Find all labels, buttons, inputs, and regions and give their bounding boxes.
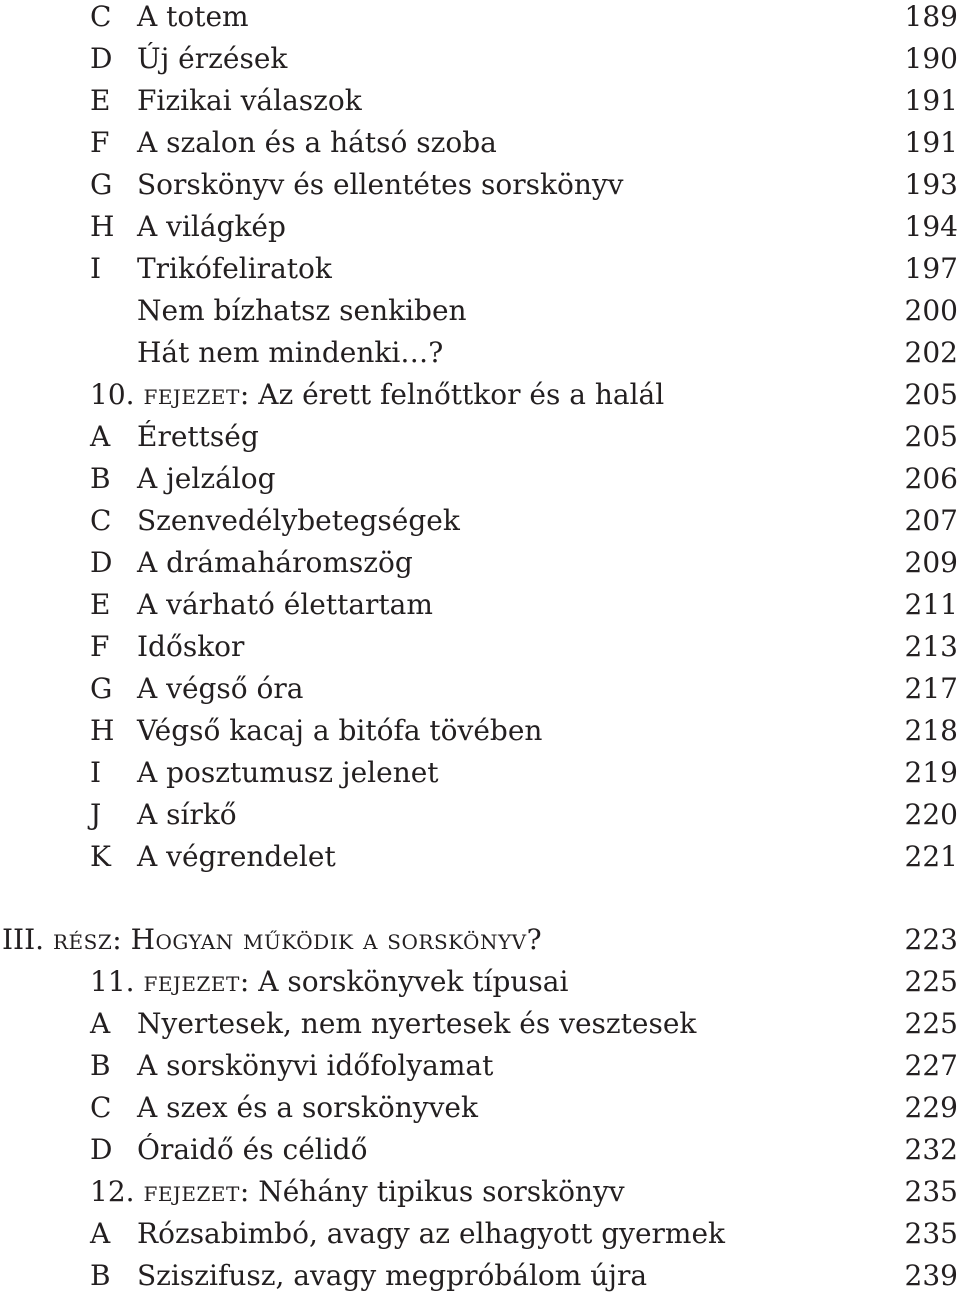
toc-entry-section [0, 1003, 960, 1045]
page-number: 232 [904, 1133, 958, 1166]
entry-letter: C [90, 504, 112, 537]
entry-letter: B [90, 462, 111, 495]
toc-entry-section [0, 836, 960, 878]
toc-entry-section [0, 416, 960, 458]
entry-letter: F [90, 630, 110, 663]
entry-title: A totem [137, 0, 249, 33]
entry-letter: J [90, 798, 102, 831]
page-number: 229 [904, 1091, 958, 1124]
entry-label: fejezet [143, 378, 240, 411]
page-number: 206 [904, 462, 958, 495]
entry-letter: A [90, 1007, 111, 1040]
entry-title: Óraidő és célidő [137, 1133, 368, 1166]
entry-title-group: 11. fejezet: A sorskönyvek típusai [90, 965, 569, 998]
entry-title: Néhány tipikus sorskönyv [258, 1175, 625, 1208]
toc-entry-section [0, 1213, 960, 1255]
page-number: 207 [904, 504, 958, 537]
entry-title: A várható élettartam [137, 588, 433, 621]
entry-title-group [137, 248, 332, 290]
toc-entry-section [0, 1255, 960, 1297]
toc-entry-section [0, 1045, 960, 1087]
page-number: 218 [904, 714, 958, 747]
entry-title-group [137, 1255, 647, 1297]
toc-entry-part [0, 919, 960, 961]
page-number: 191 [904, 84, 958, 117]
page-number: 202 [904, 336, 958, 369]
entry-letter: G [90, 168, 113, 201]
entry-title-group [137, 710, 542, 752]
entry-letter: I [90, 252, 102, 285]
entry-title-group [137, 0, 249, 38]
entry-letter: F [90, 126, 110, 159]
entry-title: Trikófeliratok [137, 252, 332, 285]
entry-number: 12. [90, 1175, 135, 1208]
toc-entry-chapter [0, 1171, 960, 1213]
entry-title: Fizikai válaszok [137, 84, 362, 117]
page-number: 191 [904, 126, 958, 159]
entry-title-group [137, 332, 443, 374]
toc-entry-section [0, 584, 960, 626]
entry-letter: H [90, 210, 115, 243]
entry-title: A szex és a sorskönyvek [137, 1091, 478, 1124]
entry-title-group [137, 206, 286, 248]
entry-title: Érettség [137, 420, 259, 453]
entry-title-group [137, 1213, 725, 1255]
toc-entry-section [0, 542, 960, 584]
toc-entry-section [0, 458, 960, 500]
page-number: 200 [904, 294, 958, 327]
entry-letter: A [90, 1217, 111, 1250]
entry-title: A végrendelet [137, 840, 336, 873]
toc-entry-section [0, 38, 960, 80]
page-number: 220 [904, 798, 958, 831]
page-number: 205 [904, 420, 958, 453]
page-number: 221 [904, 840, 958, 873]
entry-title: Időskor [137, 630, 245, 663]
page-number: 219 [904, 756, 958, 789]
entry-title: A végső óra [137, 672, 304, 705]
page-number: 227 [904, 1049, 958, 1082]
entry-title-group [137, 794, 237, 836]
entry-title: A jelzálog [137, 462, 276, 495]
toc-entry-section [0, 668, 960, 710]
toc-entry-section [0, 332, 960, 374]
entry-title-group [137, 1045, 493, 1087]
page-number: 193 [904, 168, 958, 201]
entry-title-group [137, 416, 259, 458]
entry-title: A szalon és a hátsó szoba [137, 126, 497, 159]
toc-entry-chapter [0, 961, 960, 1003]
toc-entry-section [0, 1129, 960, 1171]
entry-title: A sírkő [137, 798, 237, 831]
toc-entry-section [0, 0, 960, 38]
entry-title-group [137, 122, 497, 164]
entry-label: fejezet [143, 1175, 240, 1208]
entry-title-group: 10. fejezet: Az érett felnőttkor és a halál [90, 378, 665, 411]
page-number: 189 [904, 0, 958, 33]
entry-number: 11. [90, 965, 135, 998]
entry-title-group [137, 752, 439, 794]
entry-title: Új érzések [137, 42, 288, 75]
entry-title-group [137, 458, 276, 500]
entry-title-group [137, 668, 304, 710]
toc-entry-section [0, 80, 960, 122]
toc-entry-section [0, 752, 960, 794]
page-number: 209 [904, 546, 958, 579]
toc-entry-section [0, 794, 960, 836]
entry-title: A világkép [137, 210, 286, 243]
entry-title-group: III. rész: Hogyan működik a sorskönyv? [2, 923, 543, 956]
entry-letter: D [90, 1133, 113, 1166]
toc-entry-section [0, 500, 960, 542]
entry-title: A posztumusz jelenet [137, 756, 439, 789]
toc-entry-section [0, 1087, 960, 1129]
entry-label: fejezet [143, 965, 240, 998]
page-number: 235 [904, 1175, 958, 1208]
entry-title-group [137, 290, 467, 332]
toc-entry-section [0, 290, 960, 332]
toc-entry-chapter [0, 374, 960, 416]
entry-letter: H [90, 714, 115, 747]
toc-entry-section [0, 206, 960, 248]
entry-title: Nyertesek, nem nyertesek és vesztesek [137, 1007, 697, 1040]
toc-entry-section [0, 164, 960, 206]
entry-title: Sziszifusz, avagy megpróbálom újra [137, 1259, 648, 1292]
entry-letter: C [90, 0, 112, 33]
entry-title: Végső kacaj a bitófa tövében [137, 714, 543, 747]
page-number: 225 [904, 1007, 958, 1040]
entry-title-group: 12. fejezet: Néhány tipikus sorskönyv [90, 1175, 625, 1208]
entry-title: Rózsabimbó, avagy az elhagyott gyermek [137, 1217, 725, 1250]
entry-title-group [137, 626, 244, 668]
toc-entry-section [0, 626, 960, 668]
page-number: 194 [904, 210, 958, 243]
entry-letter: A [90, 420, 111, 453]
entry-title: Hát nem mindenki…? [137, 336, 444, 369]
toc-entry-section [0, 122, 960, 164]
page-number: 197 [904, 252, 958, 285]
entry-title: Az érett felnőttkor és a halál [258, 378, 665, 411]
entry-title-group [137, 164, 624, 206]
entry-letter: D [90, 546, 113, 579]
page-number: 225 [904, 965, 958, 998]
entry-letter: D [90, 42, 113, 75]
page-number: 205 [904, 378, 958, 411]
entry-title: Sorskönyv és ellentétes sorskönyv [137, 168, 624, 201]
entry-title-group [137, 1003, 696, 1045]
entry-letter: I [90, 756, 102, 789]
page-number: 211 [904, 588, 958, 621]
entry-title: A sorskönyvi időfolyamat [137, 1049, 494, 1082]
page-number: 235 [904, 1217, 958, 1250]
entry-letter: K [90, 840, 111, 873]
entry-title-group [137, 1087, 478, 1129]
entry-letter: G [90, 672, 113, 705]
entry-letter: C [90, 1091, 112, 1124]
page-number: 190 [904, 42, 958, 75]
entry-number: 10. [90, 378, 135, 411]
toc-entry-section [0, 710, 960, 752]
entry-title: Hogyan működik a sorskönyv? [130, 923, 543, 956]
entry-letter: E [90, 84, 111, 117]
entry-title-group [137, 80, 362, 122]
entry-title: A drámaháromszög [137, 546, 413, 579]
entry-title: Nem bízhatsz senkiben [137, 294, 467, 327]
entry-title-group [137, 1129, 367, 1171]
toc-entry-section [0, 248, 960, 290]
entry-title-group [137, 542, 413, 584]
entry-title-group [137, 584, 433, 626]
entry-title: Szenvedélybetegségek [137, 504, 460, 537]
entry-title-group [137, 836, 336, 878]
entry-letter: E [90, 588, 111, 621]
page-number: 223 [904, 923, 958, 956]
entry-number: III. [2, 923, 45, 956]
entry-letter: B [90, 1049, 111, 1082]
page-number: 217 [904, 672, 958, 705]
page-number: 239 [904, 1259, 958, 1292]
entry-label: rész [53, 923, 113, 956]
entry-title: A sorskönyvek típusai [258, 965, 569, 998]
entry-title-group [137, 38, 287, 80]
entry-title-group [137, 500, 460, 542]
page-number: 213 [904, 630, 958, 663]
entry-letter: B [90, 1259, 111, 1292]
